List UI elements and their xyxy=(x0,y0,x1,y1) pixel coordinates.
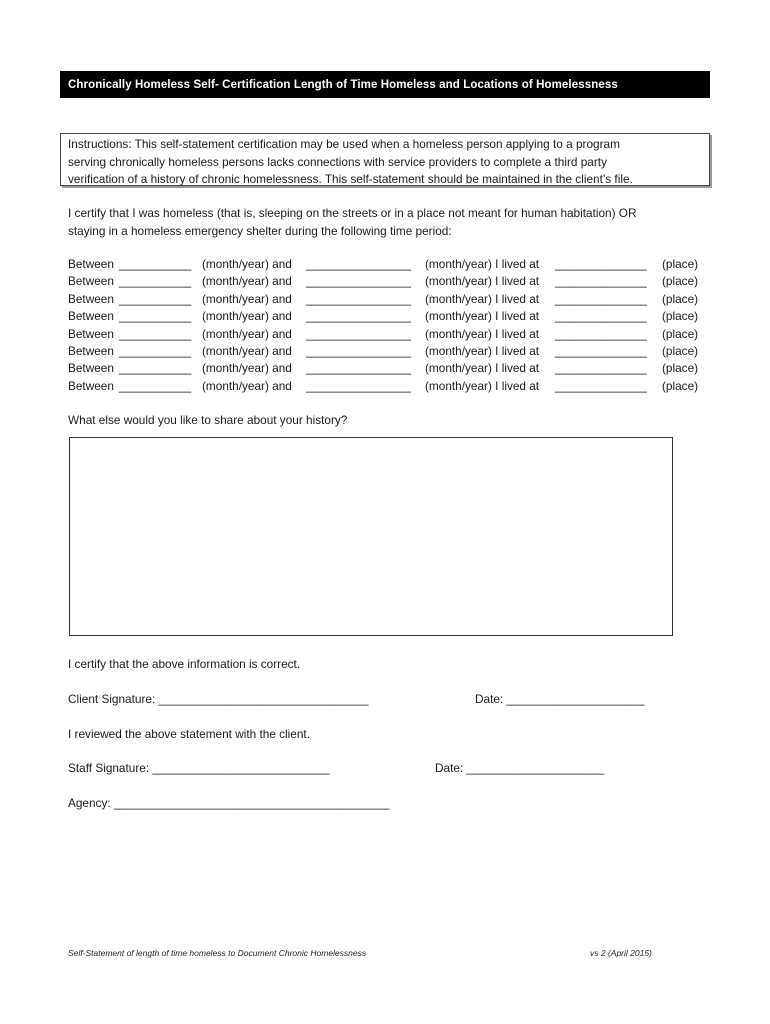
start-date-field[interactable]: ___________ xyxy=(119,378,192,393)
month-year-and-label: (month/year) and xyxy=(202,378,292,393)
end-date-field[interactable]: ________________ xyxy=(306,309,411,324)
place-label: (place) xyxy=(662,326,699,341)
lived-at-label: (month/year) I lived at xyxy=(425,378,540,393)
month-year-and-label: (month/year) and xyxy=(202,291,292,306)
start-date-field[interactable]: ___________ xyxy=(119,291,192,306)
end-date-field[interactable]: ________________ xyxy=(306,361,411,376)
certify-line: I certify that I was homeless (that is, sleeping on the streets or in a place not meant for human habitation) OR xyxy=(68,206,637,220)
reviewed-statement: I reviewed the above statement with the client. xyxy=(68,727,310,741)
title-bar xyxy=(60,71,710,98)
place-field[interactable]: ______________ xyxy=(555,309,647,324)
period-row xyxy=(68,292,708,309)
period-row xyxy=(68,327,708,344)
start-date-field[interactable]: ___________ xyxy=(119,274,192,289)
end-date-field[interactable]: ________________ xyxy=(306,326,411,341)
client-signature-field[interactable]: Client Signature: ________________________________ xyxy=(68,692,369,706)
place-field[interactable]: ______________ xyxy=(555,343,647,358)
history-textarea[interactable] xyxy=(69,437,673,636)
period-row xyxy=(68,274,708,291)
end-date-field[interactable]: ________________ xyxy=(306,257,411,271)
month-year-and-label: (month/year) and xyxy=(202,361,292,376)
footer-version: vs 2 (April 2015) xyxy=(590,948,652,958)
start-date-field[interactable]: ___________ xyxy=(119,343,192,358)
place-field[interactable]: ______________ xyxy=(555,361,647,376)
between-label: Between xyxy=(68,291,114,306)
end-date-field[interactable]: ________________ xyxy=(306,378,411,393)
between-label: Between xyxy=(68,274,114,289)
certify-correct-statement: I certify that the above information is correct. xyxy=(68,657,301,671)
footer-left-note: Self-Statement of length of time homeless to Document Chronic Homelessness xyxy=(68,948,367,958)
place-field[interactable]: ______________ xyxy=(555,274,647,289)
end-date-field[interactable]: ________________ xyxy=(306,291,411,306)
place-label: (place) xyxy=(662,309,699,324)
between-label: Between xyxy=(68,326,114,341)
month-year-and-label: (month/year) and xyxy=(202,343,292,358)
lived-at-label: (month/year) I lived at xyxy=(425,361,540,376)
period-row xyxy=(68,257,708,274)
place-label: (place) xyxy=(662,257,699,271)
instructions-line: serving chronically homeless persons lacks connections with service providers to complete a third party xyxy=(68,154,607,169)
place-label: (place) xyxy=(662,274,699,289)
start-date-field[interactable]: ___________ xyxy=(119,257,192,271)
certify-line: staying in a homeless emergency shelter during the following time period: xyxy=(68,223,452,238)
period-row xyxy=(68,309,708,326)
instructions-box xyxy=(60,133,710,186)
month-year-and-label: (month/year) and xyxy=(202,326,292,341)
between-label: Between xyxy=(68,361,114,376)
start-date-field[interactable]: ___________ xyxy=(119,361,192,376)
lived-at-label: (month/year) I lived at xyxy=(425,326,540,341)
staff-date-field[interactable]: Date: _____________________ xyxy=(435,761,605,775)
between-label: Between xyxy=(68,343,114,358)
month-year-and-label: (month/year) and xyxy=(202,257,292,271)
period-row xyxy=(68,379,708,396)
instructions-line: Instructions: This self-statement certification may be used when a homeless person applying to a program xyxy=(68,137,620,151)
start-date-field[interactable]: ___________ xyxy=(119,309,192,324)
place-field[interactable]: ______________ xyxy=(555,291,647,306)
between-label: Between xyxy=(68,257,114,271)
period-row xyxy=(68,344,708,361)
lived-at-label: (month/year) I lived at xyxy=(425,343,540,358)
month-year-and-label: (month/year) and xyxy=(202,274,292,289)
client-date-field[interactable]: Date: _____________________ xyxy=(475,692,645,706)
staff-signature-field[interactable]: Staff Signature: ___________________________ xyxy=(68,761,330,775)
place-label: (place) xyxy=(662,361,699,376)
month-year-and-label: (month/year) and xyxy=(202,309,292,324)
end-date-field[interactable]: ________________ xyxy=(306,274,411,289)
between-label: Between xyxy=(68,309,114,324)
certify-statement xyxy=(68,205,708,240)
place-field[interactable]: ______________ xyxy=(555,326,647,341)
start-date-field[interactable]: ___________ xyxy=(119,326,192,341)
lived-at-label: (month/year) I lived at xyxy=(425,257,540,271)
lived-at-label: (month/year) I lived at xyxy=(425,291,540,306)
place-label: (place) xyxy=(662,343,699,358)
lived-at-label: (month/year) I lived at xyxy=(425,309,540,324)
place-field[interactable]: ______________ xyxy=(555,378,647,393)
place-label: (place) xyxy=(662,378,699,393)
homeless-periods-list xyxy=(68,257,708,396)
agency-field[interactable]: Agency: __________________________________________ xyxy=(68,796,390,810)
document-title: Chronically Homeless Self- Certification Length of Time Homeless and Locations of Homelessness xyxy=(68,79,618,91)
history-question: What else would you like to share about your history? xyxy=(68,413,348,427)
place-label: (place) xyxy=(662,291,699,306)
instructions-line: verification of a history of chronic homelessness. This self-statement should be maintained in the client’s file. xyxy=(68,172,633,186)
place-field[interactable]: ______________ xyxy=(555,257,647,271)
period-row xyxy=(68,361,708,378)
lived-at-label: (month/year) I lived at xyxy=(425,274,540,289)
between-label: Between xyxy=(68,378,114,393)
end-date-field[interactable]: ________________ xyxy=(306,343,411,358)
